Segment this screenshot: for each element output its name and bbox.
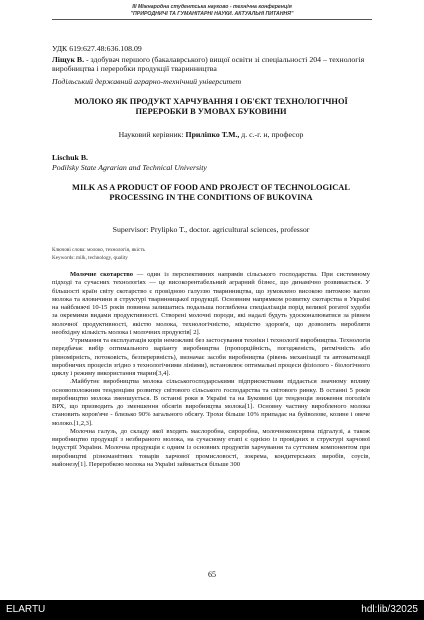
paragraph-4: Молочна галузь, до складу якої входять маслоробна, сироробна, молочноконсервна підгалузі, а також виробництво продукції з незбираного молока, на сучасному етапі є однією із провідних в структурі харчової індустрії України. Молочна продукція є одним із основних продуктів харчування та суттєвим компонентом при виробництві різноманітних товарів харчової промисловості, зокрема, кондитерських виробів, соусів, майонезу[1]. Переробкою молока на Україні займається більше 300 (52, 427, 370, 468)
supervisor-uk-name: Приліпко Т.М., (185, 130, 240, 139)
title-uk: МОЛОКО ЯК ПРОДУКТ ХАРЧУВАННЯ І ОБ'ЄКТ ТЕХНОЛОГІЧНОЇ ПЕРЕРОБКИ В УМОВАХ БУКОВИНИ (74, 97, 348, 117)
author-uk-description: - здобувач першого (бакалаврського) вищої освіти зі спеціальності 204 – технологія виробництва і переробки продукції тваринництва (52, 55, 365, 74)
paragraph-2: Утримання та експлуатація корів неможливі без застосування техніки і технології виробництва. Технологія передбачає вибір оптимального варіанту виробництва (пропорційність, погодженість, ритмічність або рівномірність, потоковість, безперервність), визначає засоби виробництва (рівень механізації та автоматизації виробничих процесів згідно з технологічними лініями), встановлює оптимальні процеси фізіолого - біологічного циклу і режиму використання тварин[3,4]. (52, 337, 370, 377)
paragraph-1-text: — один із перспективних напрямів сільського господарства. При системному підході та сучасних технологіях — це високорентабельний аграрний бізнес, що динамічно розвивається. У більшості країн світу скотарство є провідною галуззю тваринництва, що зумовлено високою питомою вагою молока та яловичини в структурі тваринницької продукції. Основним напрямком розвитку скотарства в Україні на найближчі 10-15 років повинна залишатись подальша поглиблена спеціалізація порід великої рогатої худоби за окремими видами продуктивності. Створені молочні породи, які надалі будуть удосконалюватися за рівнем молочної продуктивності, якістю молока, технологічністю, міцністю здоров'я, що дозволить виробляти необхідну кількість молока і молочних продуктів[ 2]. (52, 271, 370, 336)
supervisor-uk-label: Науковий керівник: (118, 130, 184, 139)
article-body (52, 271, 370, 469)
affiliation-uk: Подільський державний аграрно-технічний університет (52, 77, 242, 86)
title-en: MILK AS A PRODUCT OF FOOD AND PROJECT OF TECHNOLOGICAL PROCESSING IN THE CONDITIONS OF BUKOVINA (72, 183, 350, 203)
author-en: Lischuk B. (52, 153, 88, 162)
handle-identifier: hdl:lib/32025 (361, 604, 418, 615)
supervisor-uk-rest: д. с.-г. н, професор (241, 130, 304, 139)
author-uk-name: Ліщук В. (52, 55, 85, 64)
supervisor-en: Supervisor: Prylipko T., doctor. agricultural sciences, professor (112, 225, 310, 234)
repository-footer (0, 600, 424, 620)
page-number: 65 (208, 570, 216, 579)
author-uk (52, 55, 370, 74)
repository-name: ELARTU (6, 604, 46, 615)
conference-header-line2: "ПРИРОДНИЧІ ТА ГУМАНІТАРНІ НАУКИ. АКТУАЛЬНІ ПИТАННЯ" (130, 10, 294, 17)
conference-header (0, 4, 424, 17)
affiliation-en: Podilsky State Agrarian and Technical University (52, 163, 207, 172)
paragraph-3: .Майбутнє виробництва молока сільськогосподарськими підприємствами піддається значному впливу основоположним тенденціям розвитку світового сільського господарства та світового ринку. В останні 5 років виробництво молока зменшується. В останні роки в Україні та на Буковині іде тенденція зниження поголів'я ВРХ, що призводить до зменшення обсягів виробництва молока[1]. Основну частину виробленого молока становить коров'яче - близько 90% загального обсягу. Трохи більше 10% припадає на буйволове, козине і овече молоко.[1,2,3]. (52, 378, 370, 427)
header-divider (52, 19, 372, 20)
paragraph-1-lead: Молочне скотарство (70, 271, 134, 278)
paragraph-1 (52, 271, 370, 337)
supervisor-uk (52, 130, 370, 139)
udk-code: УДК 619:627.48:636.108.09 (52, 44, 142, 53)
conference-header-line1: III Міжнародна студентська науково - технічна конференція (132, 4, 292, 10)
keywords-uk: Ключові слова: молоко, технологія, якість (52, 247, 145, 253)
keywords-en: Keywords: milk, technology, quality (52, 255, 128, 261)
